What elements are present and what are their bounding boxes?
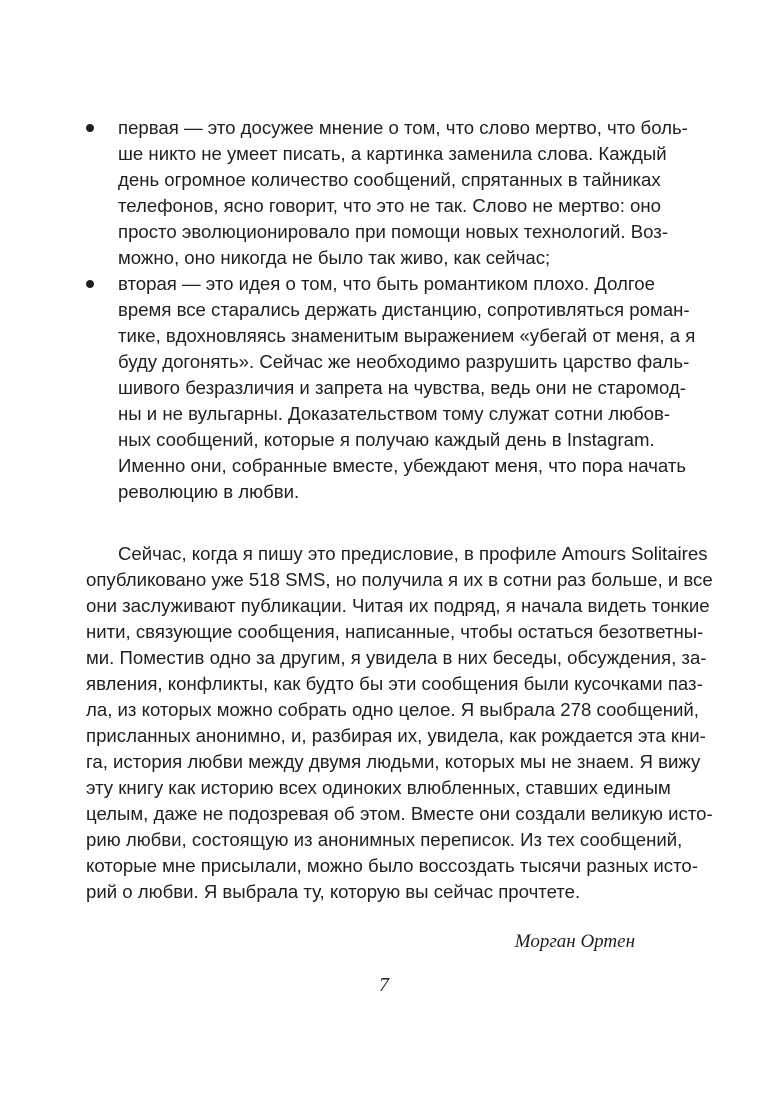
text-line: которые мне присылали, можно было воссоздать тысячи разных исто- [86,855,698,876]
bullet-marker [86,280,94,288]
text-line: вторая — это идея о том, что быть романтиком плохо. Долгое [118,273,655,294]
text-line: шивого безразличия и запрета на чувства, ведь они не старомод- [118,377,686,398]
text-line: тике, вдохновляясь знаменитым выражением «убегай от меня, а я [118,325,696,346]
text-line: га, история любви между двумя людьми, которых мы не знаем. Я вижу [86,751,701,772]
text-line: можно, оно никогда не было так живо, как сейчас; [118,247,551,268]
text-line: ны и не вульгарны. Доказательством тому служат сотни любов- [118,403,671,424]
text-line: первая — это досужее мнение о том, что слово мертво, что боль- [118,117,688,138]
text-line: время все старались держать дистанцию, сопротивляться роман- [118,299,690,320]
text-line: ше никто не умеет писать, а картинка заменила слова. Каждый [118,143,667,164]
text-line: революцию в любви. [118,481,300,502]
text-line: рий о любви. Я выбрала ту, которую вы сейчас прочтете. [86,881,581,902]
text-line: день огромное количество сообщений, спрятанных в тайниках [118,169,661,190]
text-line: Именно они, собранные вместе, убеждают меня, что пора начать [118,455,687,476]
text-line: телефонов, ясно говорит, что это не так. Слово не мертво: оно [118,195,661,216]
text-line: нити, связующие сообщения, написанные, чтобы остаться безответны- [86,621,704,642]
text-line: опубликовано уже 518 SMS, но получила я их в сотни раз больше, и все [86,569,713,590]
text-line: явления, конфликты, как будто бы эти сообщения были кусочками паз- [86,673,703,694]
text-line: эту книгу как историю всех одиноких влюбленных, ставших единым [86,777,671,798]
text-line: рию любви, состоящую из анонимных переписок. Из тех сообщений, [86,829,683,850]
text-line: присланных анонимно, и, разбирая их, увидела, как рождается эта кни- [86,725,706,746]
text-line: буду догонять». Сейчас же необходимо разрушить царство фаль- [118,351,690,372]
text-line: ми. Поместив одно за другим, я увидела в них беседы, обсуждения, за- [86,647,707,668]
text-line: Сейчас, когда я пишу это предисловие, в профиле Amours Solitaires [118,543,708,564]
text-line: просто эволюционировало при помощи новых технологий. Воз- [118,221,668,242]
text-line: ла, из которых можно собрать одно целое. Я выбрала 278 сообщений, [86,699,699,720]
text-line: целым, даже не подозревая об этом. Вместе они создали великую исто- [86,803,713,824]
bullet-marker [86,124,94,132]
page-number: 7 [379,974,389,996]
text-line: ных сообщений, которые я получаю каждый день в Instagram. [118,429,655,450]
text-line: они заслуживают публикации. Читая их подряд, я начала видеть тонкие [86,595,710,616]
author-signature: Морган Ортен [514,931,635,952]
